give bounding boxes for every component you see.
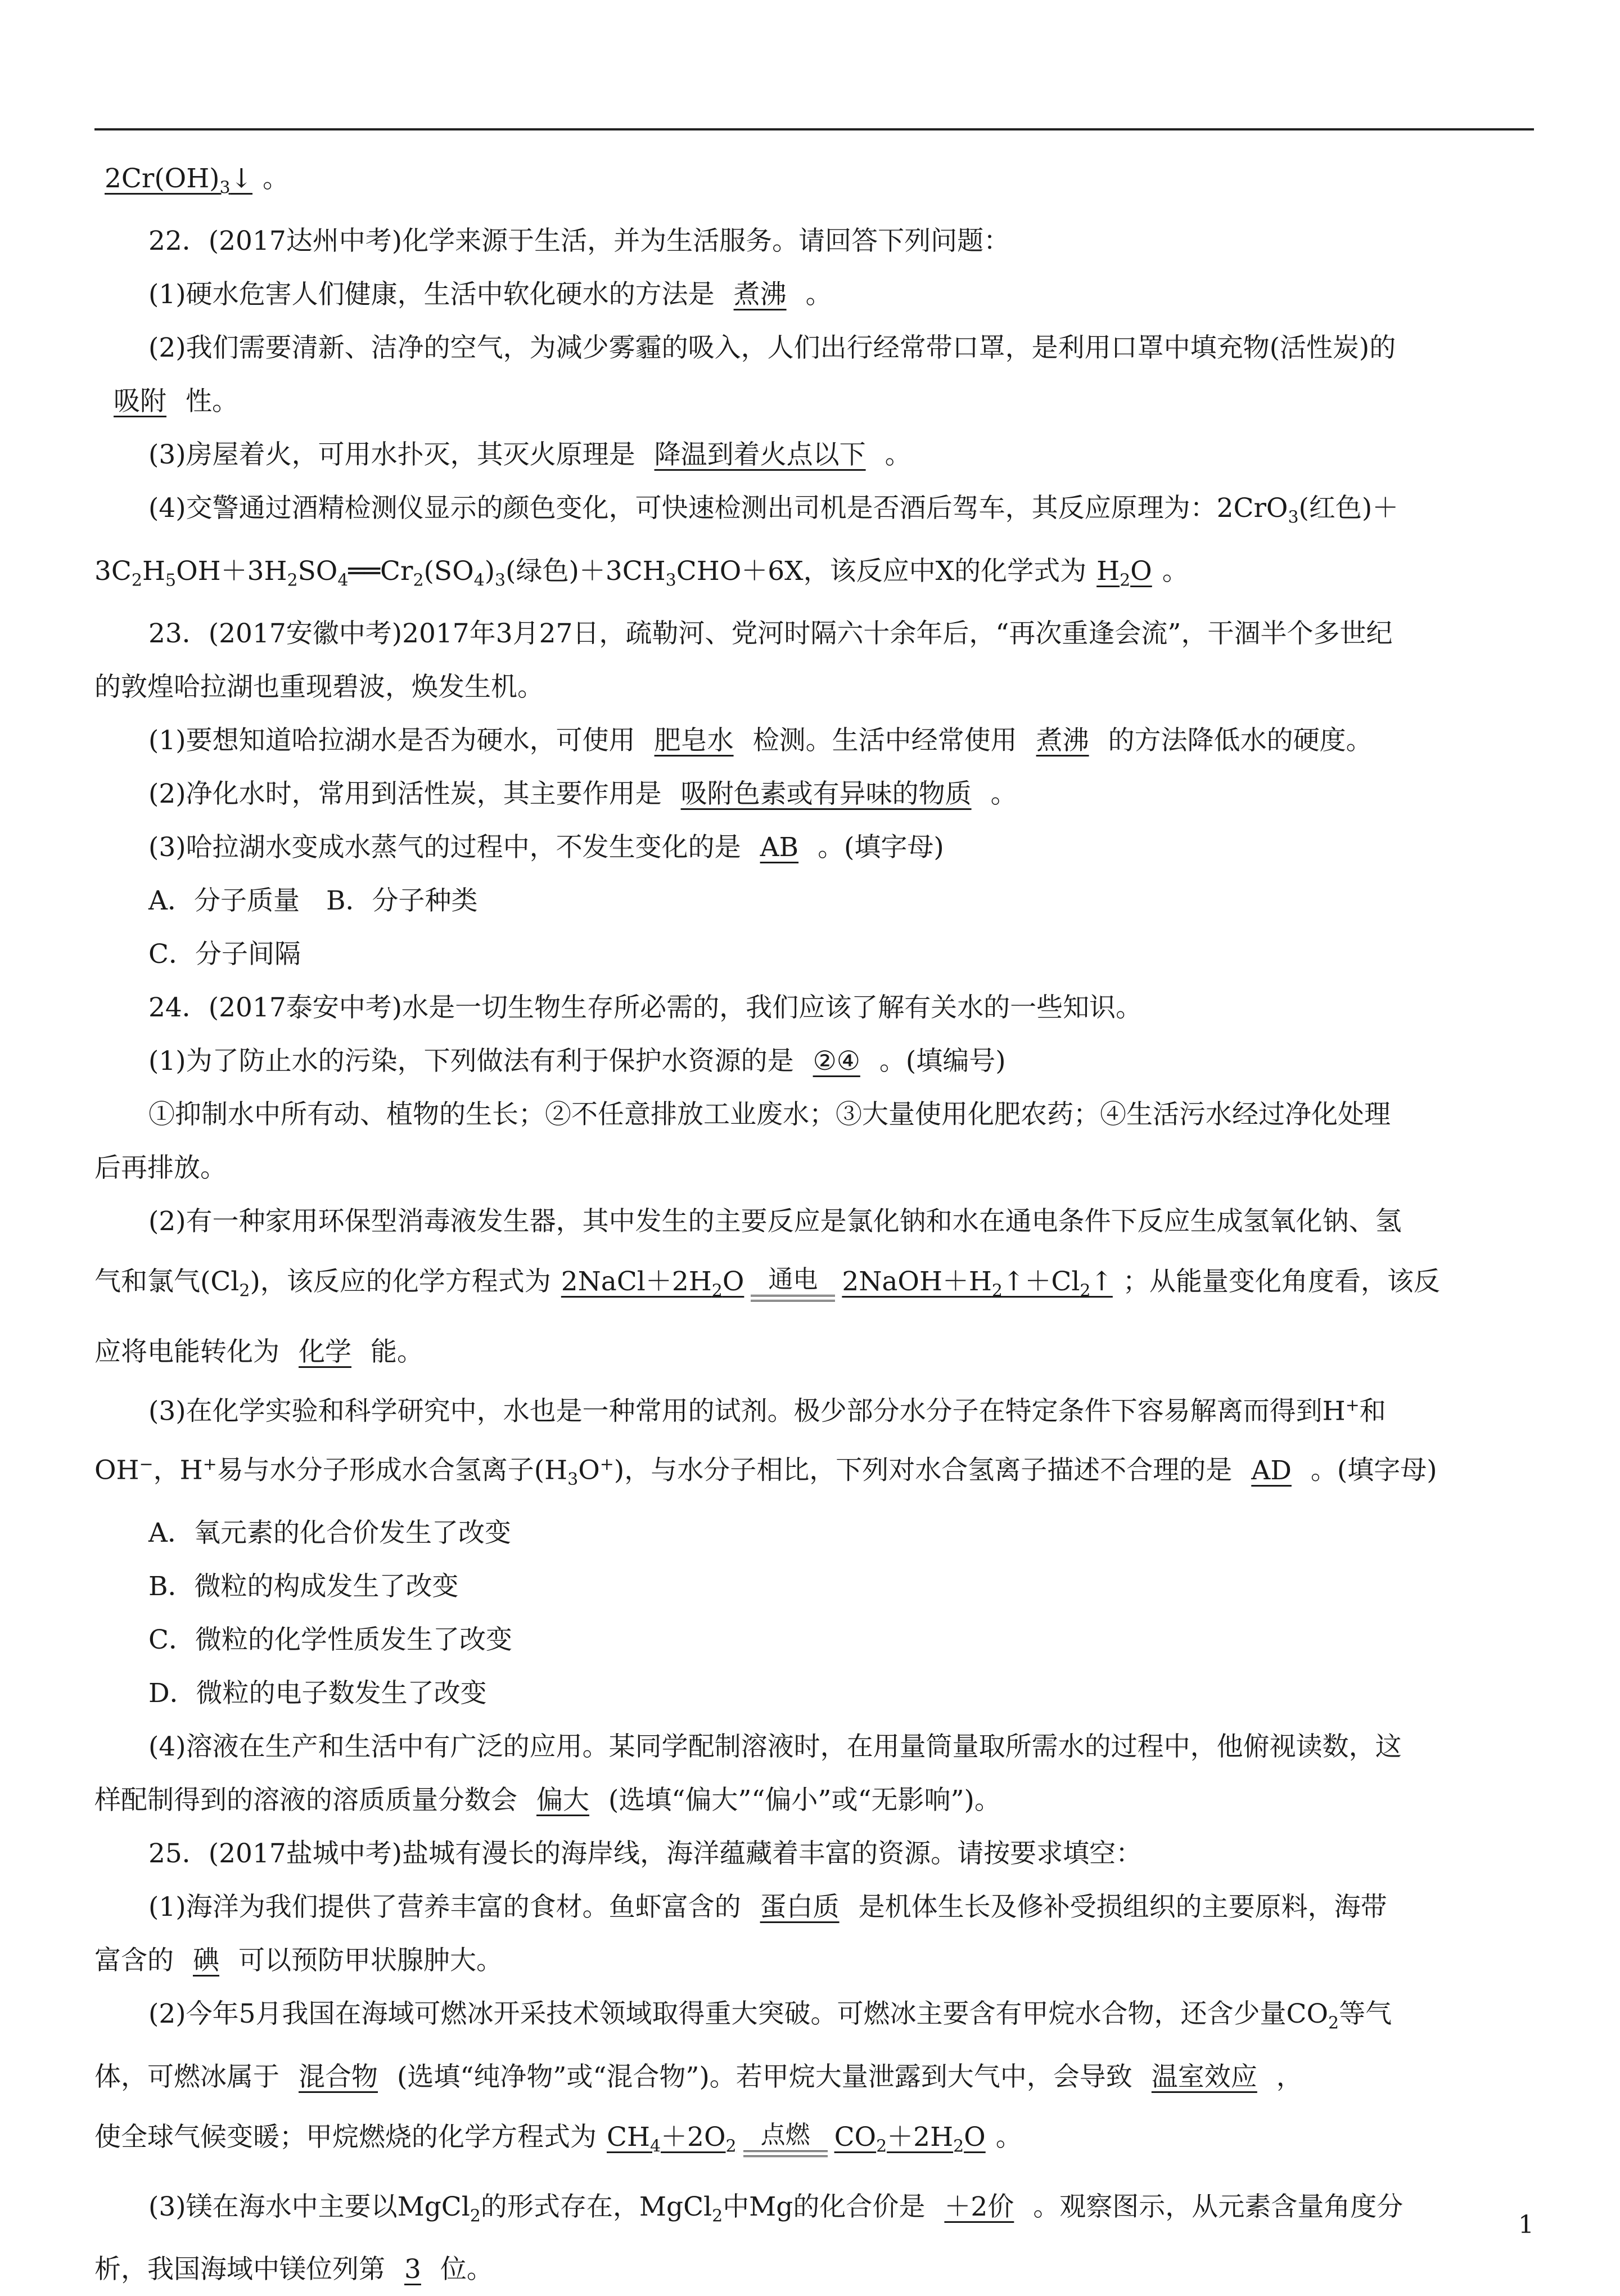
q23-3-answer: AB bbox=[760, 832, 799, 863]
q24-part1-options-cont: 后再排放。 bbox=[94, 1152, 227, 1184]
q24-part3-cont: OH−，H+易与水分子形成水合氢离子$(H_3O^+)$，与水分子相比，下列对水合氢离子描述不合理的是 AD 。(填字母) bbox=[94, 1455, 1437, 1490]
q24-4-answer: 偏大 bbox=[536, 1785, 589, 1816]
q25-heading: 25．(2017盐城中考)盐城有漫长的海岸线，海洋蕴藏着丰富的资源。请按要求填空： bbox=[148, 1838, 1143, 1870]
ignition-condition: 点燃 bbox=[743, 2121, 828, 2157]
q24-3-option-d: D．微粒的电子数发生了改变 bbox=[148, 1678, 487, 1709]
q25-part1-cont: 富含的 碘 可以预防甲状腺肿大。 bbox=[94, 1945, 503, 1977]
q22-part2: (2)我们需要清新、洁净的空气，为减少雾霾的吸入，人们出行经常带口罩，是利用口罩中填充物(活性炭)的 bbox=[148, 332, 1396, 364]
q24-3-option-b: B．微粒的构成发生了改变 bbox=[148, 1571, 459, 1602]
answer-cr-oh3: $2Cr(OH)_3↓$ bbox=[105, 163, 253, 198]
q25-2-answer-equation: $CH_4+2O_2$ 点燃 $CO_2+2H_2O$ bbox=[607, 2120, 986, 2157]
q23-1-answer-b: 煮沸 bbox=[1036, 725, 1089, 757]
q24-3-answer: AD bbox=[1251, 1455, 1292, 1486]
q25-part2-cont: 体，可燃冰属于 混合物 (选填“纯净物”或“混合物”)。若甲烷大量泄露到大气中，会导致 温室效应 ， bbox=[94, 2061, 1303, 2092]
q22-3-answer: 降温到着火点以下 bbox=[654, 439, 866, 471]
q24-3-option-a: A．氧元素的化合价发生了改变 bbox=[148, 1518, 511, 1549]
q22-part1: (1)硬水危害人们健康，生活中软化硬水的方法是 煮沸 。 bbox=[148, 279, 832, 310]
q24-part1: (1)为了防止水的污染，下列做法有利于保护水资源的是 ②④ 。(填编号) bbox=[148, 1046, 1006, 1077]
q25-part2-equation: 使全球气候变暖；甲烷燃烧的化学方程式为 $CH_4+2O_2$ 点燃 $CO_2+2H_2O$ 。 bbox=[94, 2120, 1022, 2157]
q24-part4: (4)溶液在生产和生活中有广泛的应用。某同学配制溶液时，在用量筒量取所需水的过程中，他俯视读数，这 bbox=[148, 1731, 1402, 1763]
q25-2-answer-a: 混合物 bbox=[299, 2061, 378, 2092]
q23-2-answer: 吸附色素或有异味的物质 bbox=[680, 778, 972, 810]
q23-1-answer-a: 肥皂水 bbox=[654, 725, 734, 757]
q23-part2: (2)净化水时，常用到活性炭，其主要作用是 吸附色素或有异味的物质 。 bbox=[148, 778, 1017, 810]
line-continuation: $2Cr(OH)_3↓$ 。 bbox=[94, 152, 1534, 214]
q23-options-ab: A．分子质量 B．分子种类 bbox=[148, 885, 478, 917]
q25-part2: (2)今年5月我国在海域可燃冰开采技术领域取得重大突破。可燃冰主要含有甲烷水合物，还含少量$CO_2$等气 bbox=[148, 1998, 1392, 2033]
q25-part3: (3)镁在海水中主要以MgCl$_2$的形式存在，MgCl$_2$中Mg的化合价是 ＋2价 。观察图示，从元素含量角度分 bbox=[148, 2191, 1404, 2226]
q22-part4: (4)交警通过酒精检测仪显示的颜色变化，可快速检测出司机是否酒后驾车，其反应原理为：2CrO$_3$(红色)＋ bbox=[148, 493, 1399, 528]
q22-part2-cont: 吸附 性。 bbox=[94, 375, 1534, 428]
q23-heading-cont: 的敦煌哈拉湖也重现碧波，焕发生机。 bbox=[94, 672, 544, 703]
q24-part2: (2)有一种家用环保型消毒液发生器，其中发生的主要反应是氯化钠和水在通电条件下反应生成氢氧化钠、氢 bbox=[148, 1206, 1402, 1237]
q22-part4-equation: $3C_2H_5OH+3H_2SO_4══Cr_2(SO_4)_3$(绿色)$+3CH_3CHO+6X$，该反应中X的化学式为 $H_2O$ 。 bbox=[94, 555, 1189, 591]
q24-1-answer: ②④ bbox=[813, 1046, 860, 1077]
q24-part3: (3)在化学实验和科学研究中，水也是一种常用的试剂。极少部分水分子在特定条件下容易解离而得到H+和 bbox=[148, 1395, 1386, 1427]
q24-heading: 24．(2017泰安中考)水是一切生物生存所必需的，我们应该了解有关水的一些知识。 bbox=[148, 992, 1143, 1024]
q25-part1: (1)海洋为我们提供了营养丰富的食材。鱼虾富含的 蛋白质 是机体生长及修补受损组织的主要原料，海带 bbox=[148, 1892, 1387, 1923]
q24-part2-energy: 应将电能转化为 化学 能。 bbox=[94, 1336, 423, 1367]
q25-3-answer-b: 3 bbox=[404, 2254, 421, 2285]
q24-3-option-c: C．微粒的化学性质发生了改变 bbox=[148, 1624, 512, 1656]
q24-part4-cont: 样配制得到的溶液的溶质质量分数会 偏大 (选填“偏大”“偏小”或“无影响”)。 bbox=[94, 1785, 1001, 1816]
q23-heading: 23．(2017安徽中考)2017年3月27日，疏勒河、党河时隔六十余年后，“再次重逢会流”，干涸半个多世纪 bbox=[148, 618, 1393, 650]
q25-2-answer-b: 温室效应 bbox=[1151, 2061, 1257, 2092]
q23-part3: (3)哈拉湖水变成水蒸气的过程中，不发生变化的是 AB 。(填字母) bbox=[148, 832, 944, 863]
electrolysis-condition: 通电 bbox=[751, 1266, 835, 1302]
q22-2-answer: 吸附 bbox=[114, 386, 166, 417]
q22-part3: (3)房屋着火，可用水扑灭，其灭火原理是 降温到着火点以下 。 bbox=[148, 439, 911, 471]
q24-part2-equation: 气和氯气$(Cl_2)$，该反应的化学方程式为 $2NaCl+2H_2O$ 通电 $2NaOH+H_2↑+Cl_2↑$ ；从能量变化角度看，该反 bbox=[94, 1265, 1440, 1301]
q24-part1-options: ①抑制水中所有动、植物的生长；②不任意排放工业废水；③大量使用化肥农药；④生活污水经过净化处理 bbox=[148, 1099, 1391, 1131]
q25-1-answer-a: 蛋白质 bbox=[760, 1892, 840, 1923]
q22-heading: 22．(2017达州中考)化学来源于生活，并为生活服务。请回答下列问题： bbox=[148, 226, 1010, 257]
q22-4-answer: $H_2O$ bbox=[1096, 555, 1152, 591]
document-body bbox=[94, 152, 1534, 2296]
q25-3-answer-a: ＋2价 bbox=[944, 2191, 1014, 2223]
q23-option-c: C．分子间隔 bbox=[148, 939, 301, 970]
q24-2-answer-equation: $2NaCl+2H_2O$ 通电 $2NaOH+H_2↑+Cl_2↑$ bbox=[561, 1265, 1113, 1301]
q25-part3-cont: 析，我国海域中镁位列第 3 位。 bbox=[94, 2254, 493, 2285]
header-rule bbox=[94, 128, 1534, 130]
page-number: 1 bbox=[1518, 2211, 1534, 2239]
q24-2-answer-energy: 化学 bbox=[299, 1336, 351, 1367]
q23-part1: (1)要想知道哈拉湖水是否为硬水，可使用 肥皂水 检测。生活中经常使用 煮沸 的方法降低水的硬度。 bbox=[148, 725, 1373, 757]
q22-1-answer: 煮沸 bbox=[733, 279, 787, 310]
q25-1-answer-b: 碘 bbox=[193, 1945, 219, 1977]
